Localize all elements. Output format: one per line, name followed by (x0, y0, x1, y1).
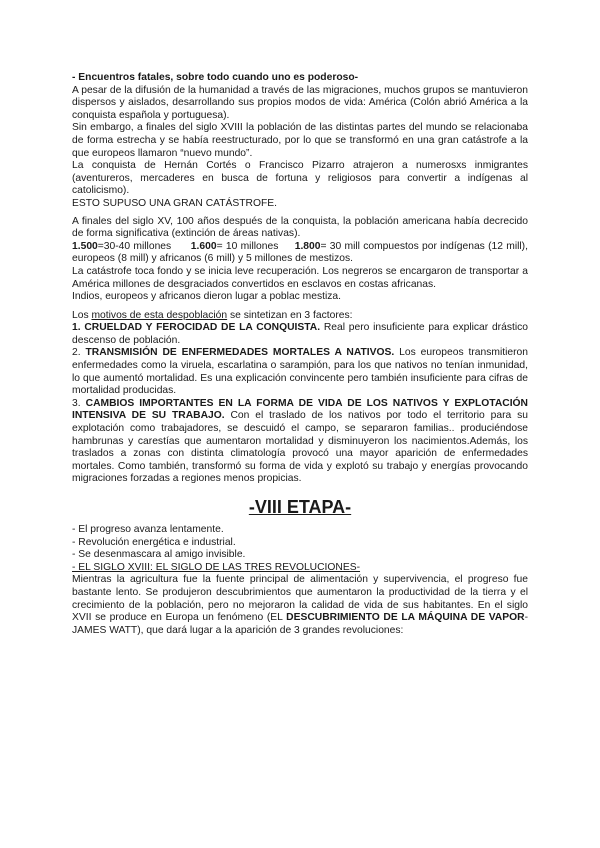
population-stats: 1.500=30-40 millones 1.600= 10 millones 1.800= 30 mill compuestos por indígenas (12 mill), europeos (8 mill) y africanos (6 mill) y 5 millones de mestizos. (72, 240, 528, 265)
paragraph: Indios, europeos y africanos dieron lugar a poblac mestiza. (72, 291, 342, 303)
factor-1: 1. CRUELDAD Y FEROCIDAD DE LA CONQUISTA. Real pero insuficiente para explicar drástico descenso de población. (72, 322, 528, 346)
motivos-intro: Los motivos de esta despoblación se sintetizan en 3 factores: (72, 309, 353, 321)
section-subtitle: - EL SIGLO XVIII: EL SIGLO DE LAS TRES REVOLUCIONES- (72, 561, 361, 573)
motivos-link: motivos de esta despoblación (91, 309, 228, 321)
bullet-item: - Se desenmascara al amigo invisible. (72, 549, 246, 561)
bullet-item: - Revolución energética e industrial. (72, 536, 236, 548)
paragraph: Mientras la agricultura fue la fuente principal de alimentación y supervivencia, el progreso fue bastante lento. Se produjeron descubrimientos que aumentaron la productividad de la tierra y el crecimiento de la población, pero no mejoraron la calidad de vida de sus habitantes. En el siglo XVII se produce en Europa un fenómeno (EL DESCUBRIMIENTO DE LA MÁQUINA DE VAPOR- JAMES WATT), que dará lugar a la aparición de 3 grandes revoluciones: (72, 574, 528, 636)
paragraph: Sin embargo, a finales del siglo XVIII la población de las distintas partes del mundo se relacionaba de forma estrecha y se había reestructurado, por lo que se transformó en una gran catástrofe a la que europeos llamaron “nuevo mundo”. (72, 122, 528, 159)
paragraph: La conquista de Hernán Cortés o Francisco Pizarro atrajeron a numerosxs inmigrantes (aventureros, mercaderes en busca de fortuna y religiosos para convertir a indígenas al catolicismo). (72, 160, 528, 197)
stat-year: 1.600 (190, 240, 217, 252)
etapa-heading: -VIII ETAPA- (248, 497, 352, 517)
factor-3: 3. CAMBIOS IMPORTANTES EN LA FORMA DE VIDA DE LOS NATIVOS Y EXPLOTACIÓN INTENSIVA DE SU TRABAJO. Con el traslado de los nativos por todo el territorio para su explotación como trabajadores, se descuidó el campo, se separaron familias.. produciéndose hambrunas y carestías que aumentaron mortalidad y disminuyeron los nacimientos.Además, los traslados a zonas con distinta climatología provocó una mayor aparición de enfermedades mortales. Como también, transformó su forma de vida y explotó su trabajo y energías provocando migraciones forzadas a regiones menos propicias. (72, 397, 528, 485)
stat-year: 1.800 (294, 240, 321, 252)
stat-year: 1.500 (72, 240, 98, 252)
paragraph: La catástrofe toca fondo y se inicia leve recuperación. Los negreros se encargaron de transportar a América millones de desgraciados convertidos en esclavos en costas africanas. (72, 265, 528, 290)
paragraph: A pesar de la difusión de la humanidad a través de las migraciones, muchos grupos se mantuvieron dispersos y aislados, desarrollando sus propios modos de vida: América (Colón abrió América a la conquista española y portuguesa). (72, 84, 528, 121)
bullet-item: - El progreso avanza lentamente. (72, 524, 224, 535)
factor-2: 2. TRANSMISIÓN DE ENFERMEDADES MORTALES A NATIVOS. Los europeos transmitieron enfermedades como la viruela, escarlatina o sarampión, para los que nativos no tenían inmunidad, lo que aumentó mortalidad. Es una explicación convincente pero también insuficiente para cifras de mortalidad producidas. (72, 347, 528, 397)
section-title: - Encuentros fatales, sobre todo cuando uno es poderoso- (72, 72, 359, 83)
paragraph: A finales del siglo XV, 100 años después de la conquista, la población americana había decrecido de forma significativa (extinción de áreas nativas). (72, 215, 528, 240)
document-page (72, 72, 528, 637)
paragraph: ESTO SUPUSO UNA GRAN CATÁSTROFE. (72, 197, 278, 209)
